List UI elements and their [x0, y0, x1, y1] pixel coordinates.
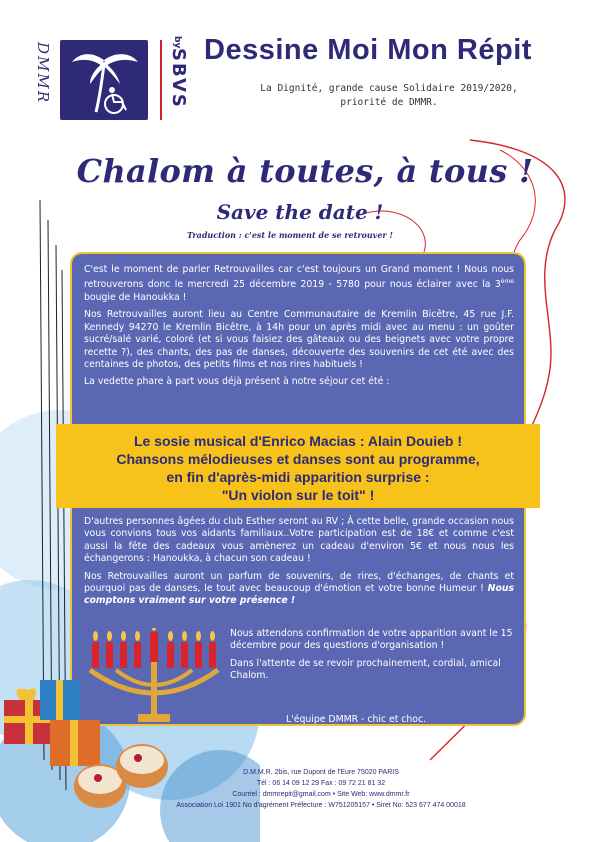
subtitle — [214, 82, 564, 110]
save-the-date-heading: Save the date ! — [216, 200, 384, 224]
confirmation-paragraph: Nous attendons confirmation de votre apparition avant le 15 décembre pour des questions d'organisation ! — [230, 628, 513, 652]
subtitle-line: La Dignité, grande cause Solidaire 2019/2020, — [260, 83, 518, 94]
highlight-line: "Un violon sur le toit" ! — [221, 487, 375, 503]
headliner-highlight — [56, 424, 540, 508]
participation-paragraph: D'autres personnes âgées du club Esther seront au RV ; À cette belle, grande occasion nous vous convions tous vos aidants familiaux..Votre participation est de 18€ et comme c'est aussi la fête des cadeaux vous amènerez un cadeau d'environ 5€ et nous nous les échangerons : Hanoukka, à chacun son cadeau ! — [84, 516, 514, 565]
sufganiyot-icon — [72, 728, 172, 818]
closing-block — [230, 628, 518, 688]
sbvs-text: SBVS — [168, 48, 189, 110]
page-title: Dessine Moi Mon Répit — [204, 34, 532, 66]
ordinal-superscript: ème — [500, 278, 514, 286]
side-brand-label: DMMR — [34, 42, 52, 105]
intro-text-end: bougie de Hanoukka ! — [84, 291, 187, 303]
greeting-heading: Chalom à toutes, à tous ! — [76, 152, 534, 190]
intro-paragraph — [84, 264, 514, 304]
atmosphere-text: Nos Retrouvailles auront un parfum de souvenirs, de rires, d'échanges, de chants et pourquoi pas de danses, le tout avec beaucoup d'émotion et votre bonne Humeur ! — [84, 570, 514, 595]
header-divider — [160, 40, 162, 120]
palm-wheelchair-icon — [60, 40, 148, 120]
signature: L'équipe DMMR - chic et choc. — [286, 714, 427, 725]
footer-registration: Association Loi 1901 No d'agrément Préfecture : W751205157 • Siret No: 523 677 474 00018 — [176, 800, 466, 809]
farewell-paragraph: Dans l'attente de se revoir prochainement, cordial, amical Chalom. — [230, 657, 501, 682]
footer-phone: Tél : 06 14 09 12 29 Fax : 09 72 21 81 32 — [256, 778, 386, 787]
by-text: by — [172, 36, 182, 49]
invitation-panel-top — [70, 252, 526, 424]
contact-footer — [169, 766, 473, 810]
intro-text: C'est le moment de parler Retrouvailles car c'est toujours un Grand moment ! Nous nous retrouverons donc le mercredi 25 décembre 2019 - 5780 pour nous éclairer avec la 3 — [84, 264, 514, 291]
sbvs-label — [168, 36, 190, 109]
highlight-line: Le sosie musical d'Enrico Macias : Alain Douieb ! — [133, 433, 462, 449]
footer-web[interactable]: Courriel : dmmrepit@gmail.com • Site Web: www.dmmr.fr — [232, 789, 410, 798]
atmosphere-paragraph — [84, 571, 514, 608]
subtitle-line: priorité de DMMR. — [340, 97, 438, 108]
logo — [60, 40, 148, 120]
footer-address: D.M.M.R. 2bis, rue Dupont de l'Eure 75020 PARIS — [243, 767, 399, 776]
highlight-line: Chansons mélodieuses et danses sont au programme, — [116, 451, 480, 467]
highlight-line: en fin d'après-midi apparition surprise : — [166, 469, 430, 485]
headliner-intro: La vedette phare à part vous déjà présent à notre séjour cet été : — [84, 376, 390, 388]
translation-note: Traduction : c'est le moment de se retrouver ! — [187, 230, 393, 240]
venue-paragraph: Nos Retrouvailles auront lieu au Centre Communautaire de Kremlin Bicêtre, 45 rue J.F. Kennedy 94270 le Kremlin Bicêtre, à 14h pour un après midi avec au menu : un goûter sucré/salé varié, coloré (et si vous faisiez des gâteaux ou des beignets avec votre propre recette ?), des chants, des pas de danses, découverte des souvenirs de cet été avec des centaines de photos, des petits films et nos rires habituels ! — [84, 309, 514, 370]
presence-emphasis: Nous comptons vraiment sur votre présence ! — [84, 583, 514, 607]
